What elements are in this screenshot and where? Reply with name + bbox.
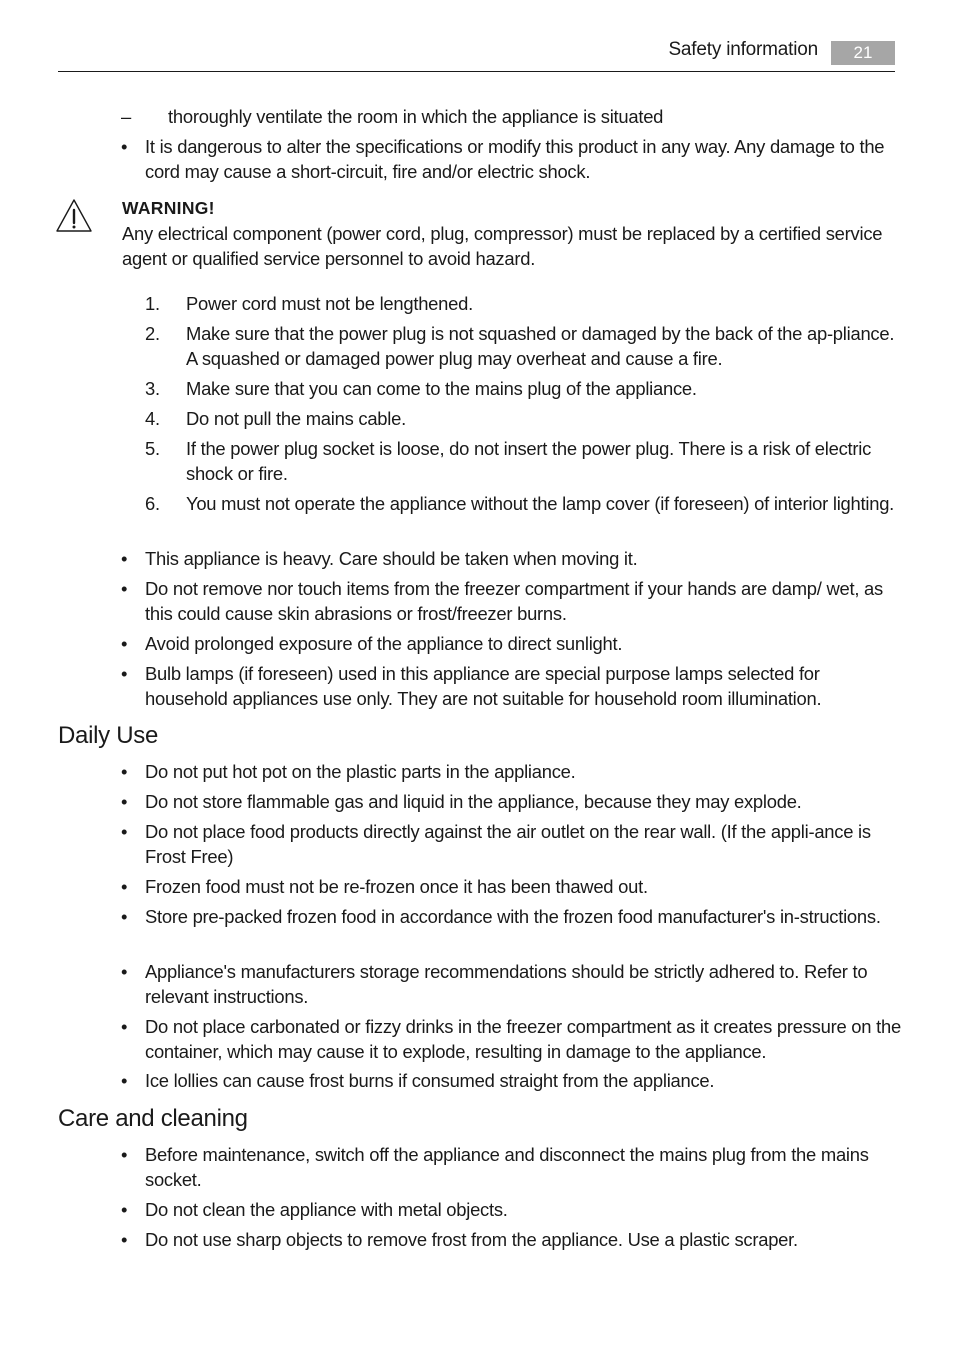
bullet-marker: • xyxy=(121,136,128,157)
list-item xyxy=(121,874,901,899)
bullet-marker: • xyxy=(121,876,128,897)
warning-title: WARNING! xyxy=(122,198,215,218)
list-item-text: Do not store flammable gas and liquid in the appliance, because they may explode. xyxy=(145,791,802,812)
numbered-item xyxy=(145,291,895,316)
list-item xyxy=(121,546,901,571)
dash-item-text: thoroughly ventilate the room in which the appliance is situated xyxy=(168,106,664,127)
list-item-text: Do not use sharp objects to remove frost from the appliance. Use a plastic scraper. xyxy=(145,1229,798,1250)
list-item xyxy=(121,759,901,784)
section-heading-daily-use: Daily Use xyxy=(58,722,158,749)
bullet-marker: • xyxy=(121,663,128,684)
list-item-text: Bulb lamps (if foreseen) used in this appliance are special purpose lamps selected for household appliances use only. They are not suitable for household room illumination. xyxy=(145,663,822,709)
list-item-text: Before maintenance, switch off the appliance and disconnect the mains plug from the mains socket. xyxy=(145,1144,869,1190)
item-number: 6. xyxy=(145,493,160,514)
bullet-marker: • xyxy=(121,1016,128,1037)
list-item xyxy=(121,1142,901,1192)
header-divider xyxy=(58,71,895,72)
numbered-item-text: Make sure that the power plug is not squashed or damaged by the back of the ap-pliance. A squashed or damaged power plug may overheat and cause a fire. xyxy=(186,323,895,369)
numbered-item-text: Do not pull the mains cable. xyxy=(186,408,406,429)
list-item xyxy=(121,1197,901,1222)
list-item xyxy=(121,576,901,626)
bullet-marker: • xyxy=(121,1229,128,1250)
warning-callout xyxy=(122,196,902,271)
list-item-text: Ice lollies can cause frost burns if consumed straight from the appliance. xyxy=(145,1070,715,1091)
bullet-marker: • xyxy=(121,578,128,599)
list-item xyxy=(121,904,901,929)
item-number: 2. xyxy=(145,323,160,344)
list-item-text: Do not remove nor touch items from the freezer compartment if your hands are damp/ wet, as this could cause skin abrasions or frost/freezer burns. xyxy=(145,578,883,624)
running-header-title: Safety information xyxy=(668,39,818,60)
bullet-marker: • xyxy=(121,791,128,812)
list-item-text: Frozen food must not be re-frozen once it has been thawed out. xyxy=(145,876,648,897)
bullet-marker: • xyxy=(121,961,128,982)
list-item-text: Avoid prolonged exposure of the appliance to direct sunlight. xyxy=(145,633,623,654)
list-item xyxy=(121,959,901,1009)
warning-triangle-icon xyxy=(55,198,93,234)
list-item xyxy=(121,661,901,711)
dash-marker: – xyxy=(121,106,131,127)
numbered-item-text: Power cord must not be lengthened. xyxy=(186,293,473,314)
list-item-text: Store pre-packed frozen food in accordance with the frozen food manufacturer's in-structions. xyxy=(145,906,881,927)
numbered-item xyxy=(145,436,895,486)
numbered-item xyxy=(145,376,895,401)
bullet-marker: • xyxy=(121,761,128,782)
numbered-item xyxy=(145,406,895,431)
bullet-marker: • xyxy=(121,906,128,927)
bullet-marker: • xyxy=(121,633,128,654)
numbered-item-text: If the power plug socket is loose, do not insert the power plug. There is a risk of electric shock or fire. xyxy=(186,438,872,484)
item-number: 5. xyxy=(145,438,160,459)
bullet-marker: • xyxy=(121,1070,128,1091)
list-item xyxy=(121,631,901,656)
list-item-text: This appliance is heavy. Care should be taken when moving it. xyxy=(145,548,638,569)
list-item xyxy=(121,1227,901,1252)
page-number-badge: 21 xyxy=(831,41,895,65)
list-item xyxy=(121,1014,901,1064)
dash-list-item xyxy=(121,104,901,129)
bullet-marker: • xyxy=(121,1199,128,1220)
list-item-text: Do not clean the appliance with metal objects. xyxy=(145,1199,508,1220)
numbered-item xyxy=(145,321,895,371)
numbered-item xyxy=(145,491,895,516)
item-number: 4. xyxy=(145,408,160,429)
item-number: 1. xyxy=(145,293,160,314)
list-item-text: Appliance's manufacturers storage recommendations should be strictly adhered to. Refer to relevant instructions. xyxy=(145,961,868,1007)
list-item-text: Do not place carbonated or fizzy drinks in the freezer compartment as it creates pressure on the container, which may cause it to explode, resulting in damage to the appliance. xyxy=(145,1016,901,1062)
numbered-item-text: Make sure that you can come to the mains plug of the appliance. xyxy=(186,378,697,399)
list-item-text: Do not put hot pot on the plastic parts in the appliance. xyxy=(145,761,576,782)
bullet-marker: • xyxy=(121,1144,128,1165)
bullet-marker: • xyxy=(121,548,128,569)
numbered-item-text: You must not operate the appliance without the lamp cover (if foreseen) of interior lighting. xyxy=(186,493,895,514)
bullet-marker: • xyxy=(121,821,128,842)
list-item xyxy=(121,819,901,869)
list-item-text: It is dangerous to alter the specifications or modify this product in any way. Any damage to the cord may cause a short-circuit, fire and/or electric shock. xyxy=(145,136,885,182)
item-number: 3. xyxy=(145,378,160,399)
list-item xyxy=(121,1068,901,1093)
warning-text: Any electrical component (power cord, plug, compressor) must be replaced by a certified service agent or qualified service personnel to avoid hazard. xyxy=(122,223,883,269)
list-item-text: Do not place food products directly against the air outlet on the rear wall. (If the appli-ance is Frost Free) xyxy=(145,821,871,867)
section-heading-care-and-cleaning: Care and cleaning xyxy=(58,1105,248,1132)
list-item xyxy=(121,789,901,814)
list-item xyxy=(121,134,901,184)
